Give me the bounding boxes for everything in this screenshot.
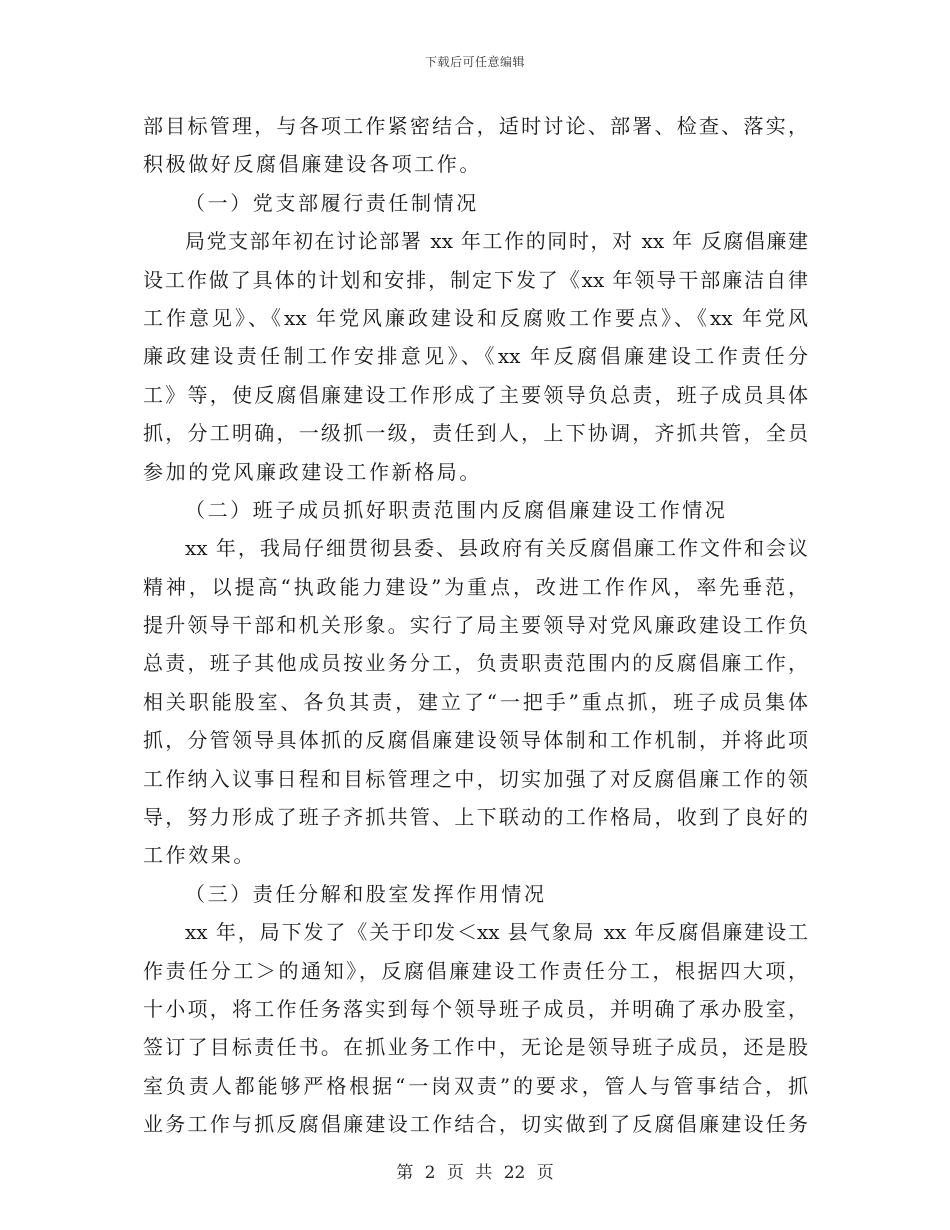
text-line: 设工作做了具体的计划和安排，制定下发了《xx 年领导干部廉洁自律 [143, 267, 808, 292]
text-line: 精神，以提高“执政能力建设”为重点，改进工作作风，率先垂范， [143, 574, 808, 599]
text-line: xx 年，局下发了《关于印发＜xx 县气象局 xx 年反腐倡廉建设工 [185, 920, 808, 945]
section-heading: （一）党支部履行责任制情况 [185, 190, 479, 215]
page-number: 第 2 页 共 22 页 [396, 1163, 554, 1183]
text-line: 工作纳入议事日程和目标管理之中，切实加强了对反腐倡廉工作的领 [143, 766, 808, 791]
text-line: 业务工作与抓反腐倡廉建设工作结合，切实做到了反腐倡廉建设任务 [143, 1112, 808, 1137]
text-line: 签订了目标责任书。在抓业务工作中，无论是领导班子成员，还是股 [143, 1035, 808, 1060]
text-line: 积极做好反腐倡廉建设各项工作。 [143, 152, 482, 177]
section-heading: （三）责任分解和股室发挥作用情况 [185, 881, 547, 906]
text-line: 总责，班子其他成员按业务分工，负责职责范围内的反腐倡廉工作， [143, 651, 808, 676]
text-line: 提升领导干部和机关形象。实行了局主要领导对党风廉政建设工作负 [143, 613, 808, 638]
document-body [143, 107, 808, 1144]
text-line: 十小项，将工作任务落实到每个领导班子成员，并明确了承办股室， [143, 996, 808, 1021]
text-line: 工作意见》、《xx 年党风廉政建设和反腐败工作要点》、《xx 年党风 [143, 305, 808, 330]
page-header: 下载后可任意编辑 [424, 55, 525, 69]
text-line: 导，努力形成了班子齐抓共管、上下联动的工作格局，收到了良好的 [143, 805, 808, 830]
text-line: 工作效果。 [143, 843, 256, 868]
text-line: 相关职能股室、各负其责，建立了“一把手”重点抓，班子成员集体 [143, 689, 808, 714]
text-line: 作责任分工＞的通知》，反腐倡廉建设工作责任分工，根据四大项， [143, 958, 808, 983]
text-line: 廉政建设责任制工作安排意见》、《xx 年反腐倡廉建设工作责任分 [143, 344, 808, 369]
text-line: 局党支部年初在讨论部署 xx 年工作的同时，对 xx 年 反腐倡廉建 [185, 229, 808, 254]
text-line: 抓，分工明确，一级抓一级，责任到人，上下协调，齐抓共管，全员 [143, 421, 808, 446]
text-line: 参加的党风廉政建设工作新格局。 [143, 459, 482, 484]
text-line: 室负责人都能够严格根据“一岗双责”的要求，管人与管事结合，抓 [143, 1073, 808, 1098]
text-line: 抓，分管领导具体抓的反腐倡廉建设领导体制和工作机制，并将此项 [143, 728, 808, 753]
text-line: 部目标管理，与各项工作紧密结合，适时讨论、部署、检查、落实， [143, 114, 808, 138]
section-heading: （二）班子成员抓好职责范围内反腐倡廉建设工作情况 [185, 497, 728, 522]
text-line: 工》等，使反腐倡廉建设工作形成了主要领导负总责，班子成员具体 [143, 382, 808, 407]
text-line: xx 年，我局仔细贯彻县委、县政府有关反腐倡廉工作文件和会议 [185, 536, 808, 561]
